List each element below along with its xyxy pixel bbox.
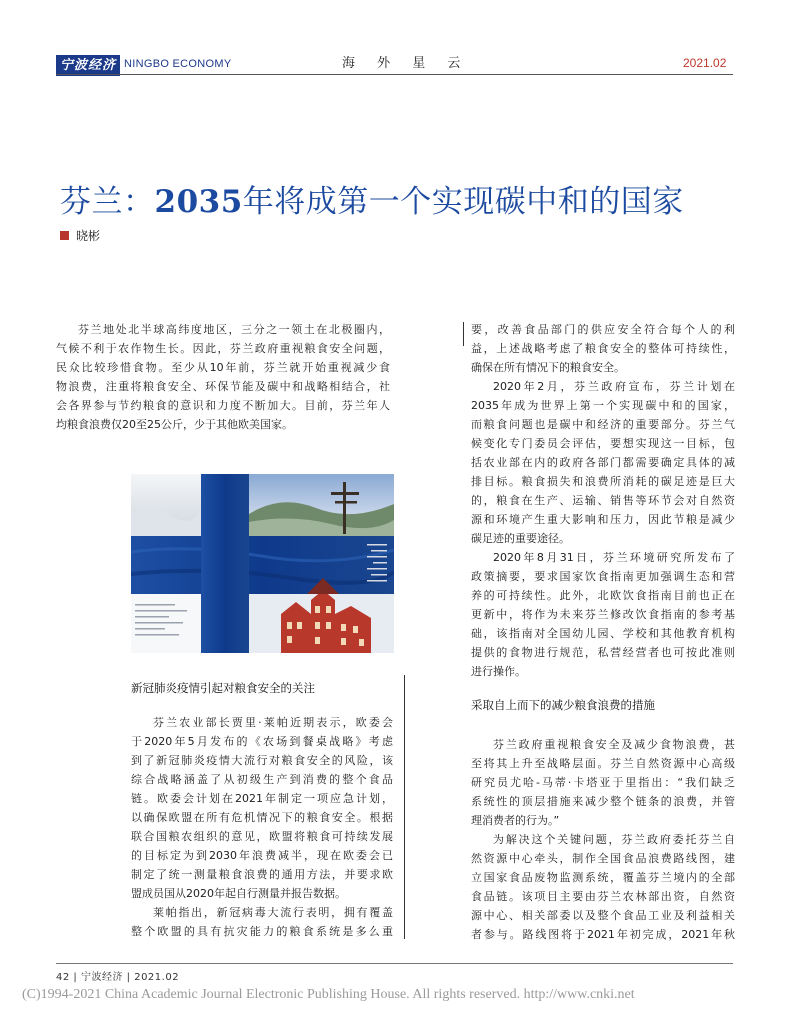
copyright-watermark: (C)1994-2021 China Academic Journal Electronic Publishing House. All rights reserved. http://www.cnki.net [22, 987, 635, 1002]
text-line: 2020年2月，芬兰政府宣布，芬兰计划在 [493, 380, 735, 393]
text-line: 会各界参与节约粮食的意识和力度不断加大。目前，芬兰年人 [56, 399, 390, 412]
intro-lines [56, 320, 390, 434]
text-line: 系统性的顶层措施来减少整个链条的浪费，并管 [471, 795, 735, 808]
article-title-prefix: 芬兰： [60, 184, 155, 220]
left-paragraph-2 [131, 903, 393, 941]
text-line: 然资源中心牵头，制作全国食品浪费路线图，建 [471, 852, 735, 865]
text-line: 理消费者的行为。” [471, 814, 560, 827]
right-paragraph-0 [471, 320, 735, 377]
journal-logo: 宁波经济 [56, 55, 120, 76]
article-title-year: 2035 [154, 184, 243, 220]
finland-flag-collage-image [131, 474, 394, 653]
right-paragraph-3 [471, 735, 735, 830]
right-paragraph-4-lines [471, 830, 735, 944]
text-line: 联合国粮农组织的意见，欧盟将粮食可持续发展 [131, 830, 393, 843]
text-line: 2020年8月31日，芬兰环境研究所发布了 [493, 551, 735, 564]
right-paragraph-4 [471, 830, 735, 944]
text-line: 至将其上升至战略层面。芬兰自然资源中心高级 [471, 757, 735, 770]
text-line: 碳足迹的重要途径。 [471, 532, 570, 545]
right-paragraph-1-lines [471, 377, 735, 548]
text-line: 制定了统一测量粮食浪费的通用方法，并要求欧 [131, 868, 393, 881]
right-paragraph-3-lines [471, 735, 735, 830]
footer-issue: 2021.02 [134, 972, 180, 983]
text-line: 要，改善食品部门的供应安全符合每个人的利 [471, 323, 735, 336]
header-divider [56, 74, 733, 75]
page-footer: 42 | 宁波经济 | 2021.02 [56, 972, 180, 983]
text-line: 芬兰地处北半球高纬度地区，三分之一领土在北极圈内， [78, 323, 390, 336]
flag-collage-illustration [131, 474, 394, 653]
author-marker-icon [60, 231, 69, 240]
text-line: 提供的食物进行规范，私营经营者也可按此准则 [471, 646, 735, 659]
text-line: 链。欧委会计划在2021年制定一项应急计划， [131, 792, 393, 805]
text-line: 确保在所有情况下的粮食安全。 [471, 361, 625, 374]
footer-divider [56, 963, 733, 964]
subheading-top-down-measures: 采取自上而下的减少粮食浪费的措施 [471, 698, 655, 712]
right-paragraph-2-lines [471, 548, 735, 681]
text-line: 为解决这个关键问题，芬兰政府委托芬兰自 [493, 833, 735, 846]
text-line: 到了新冠肺炎疫情大流行对粮食安全的风险，该 [131, 754, 393, 767]
page-number: 42 [56, 972, 70, 983]
text-line: 养的可持续性。此外，北欧饮食指南目前也正在 [471, 589, 735, 602]
text-line: 者参与。路线图将于2021年初完成，2021年秋 [471, 928, 735, 941]
footer-journal: 宁波经济 [80, 972, 123, 983]
column-divider-top [463, 322, 464, 346]
intro-paragraph [56, 320, 390, 434]
text-line: 的目标定为到2030年浪费减半，现在欧委会已 [131, 849, 393, 862]
text-line: 民众比较珍惜食物。至少从10年前，芬兰就开始重视减少食 [56, 361, 390, 374]
right-paragraph-1 [471, 377, 735, 548]
text-line: 盟成员国从2020年起自行测量并报告数据。 [131, 887, 346, 900]
left-paragraph-1-lines [131, 713, 393, 903]
text-line: 政策摘要，要求国家饮食指南更加强调生态和营 [471, 570, 735, 583]
text-line: 莱帕指出，新冠病毒大流行表明，拥有覆盖 [153, 906, 393, 919]
article-title [60, 176, 684, 221]
text-line: 食品链。该项目主要由芬兰农林部出资，自然资 [471, 890, 735, 903]
text-line: 芬兰农业部长贾里·莱帕近期表示，欧委会 [153, 716, 393, 729]
text-line: 立国家食品废物监测系统，覆盖芬兰境内的全部 [471, 871, 735, 884]
text-line: 气候不利于农作物生长。因此，芬兰政府重视粮食安全问题， [56, 342, 390, 355]
left-paragraph-1 [131, 713, 393, 903]
text-line: 源中心、相关部委以及整个食品工业及利益相关 [471, 909, 735, 922]
author-name: 晓彬 [76, 229, 101, 243]
text-line: 而粮食问题也是碳中和经济的重要部分。芬兰气 [471, 418, 735, 431]
text-line: 括农业部在内的政府各部门都需要确定具体的减 [471, 456, 735, 469]
text-line: 整个欧盟的具有抗灾能力的粮食系统是多么重 [131, 925, 393, 938]
text-line: 益，上述战略考虑了粮食安全的整体可持续性， [471, 342, 735, 355]
text-line: 于2020年5月发布的《农场到餐桌战略》考虑 [131, 735, 393, 748]
text-line: 源和环境产生重大影响和压力，因此节粮是减少 [471, 513, 735, 526]
text-line: 以确保欧盟在所有危机情况下的粮食安全。根据 [131, 811, 393, 824]
text-line: 物浪费，注重将粮食安全、环保节能及碳中和战略相结合，社 [56, 380, 390, 393]
journal-logo-english: NINGBO ECONOMY [124, 58, 232, 70]
right-paragraph-2 [471, 548, 735, 681]
text-line: 综合战略涵盖了从初级生产到消费的整个食品 [131, 773, 393, 786]
text-line: 更新中，将作为未来芬兰修改饮食指南的参考基 [471, 608, 735, 621]
text-line: 2035年成为世界上第一个实现碳中和的国家， [471, 399, 735, 412]
text-line: 础，该指南对全国幼儿园、学校和其他教育机构 [471, 627, 735, 640]
right-paragraph-0-lines [471, 320, 735, 377]
subheading-covid-food-security: 新冠肺炎疫情引起对粮食安全的关注 [131, 681, 315, 695]
text-line: 芬兰政府重视粮食安全及减少食物浪费，甚 [493, 738, 735, 751]
issue-date: 2021.02 [683, 56, 727, 70]
text-line: 均粮食浪费仅20至25公斤，少于其他欧美国家。 [56, 418, 293, 431]
article-title-suffix: 年将成第一个实现碳中和的国家 [242, 184, 684, 220]
text-line: 进行操作。 [471, 665, 526, 678]
column-divider [404, 675, 405, 939]
text-line: 的，粮食在生产、运输、销售等环节会对自然资 [471, 494, 735, 507]
left-paragraph-2-lines [131, 903, 393, 941]
text-line: 候变化专门委员会评估，要想实现这一目标，包 [471, 437, 735, 450]
text-line: 排目标。粮食损失和浪费所消耗的碳足迹是巨大 [471, 475, 735, 488]
section-title: 海 外 星 云 [342, 56, 470, 71]
text-line: 研究员尤哈-马蒂·卡塔亚于里指出：“我们缺乏 [471, 776, 735, 789]
